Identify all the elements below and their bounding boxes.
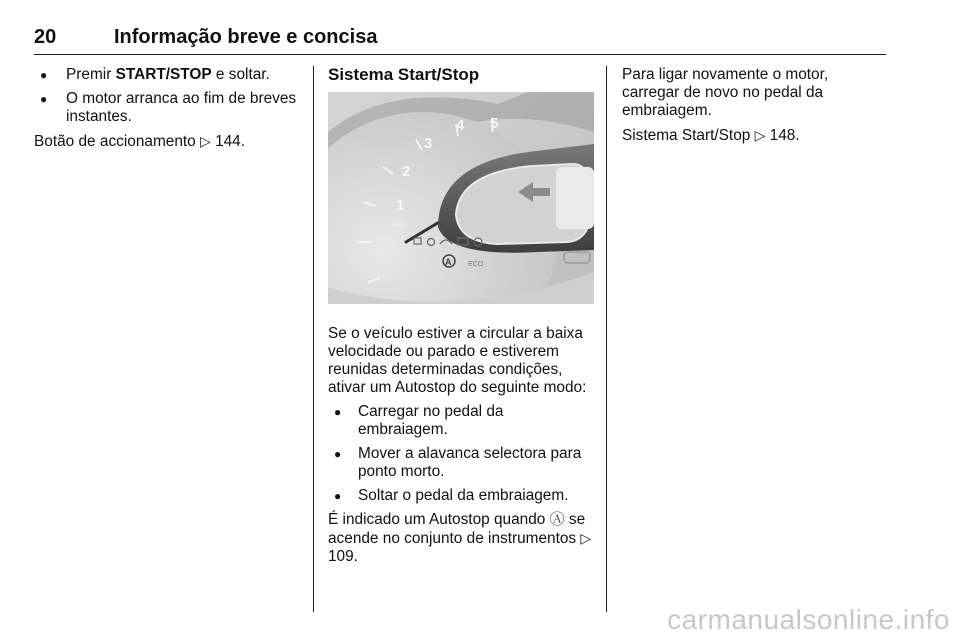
column-divider [313, 66, 314, 612]
eco-label: ECO [468, 261, 484, 268]
column-left [34, 66, 300, 157]
gauge-number: 4 [456, 117, 465, 134]
gauge-unit-label: x1000 [392, 222, 406, 228]
intro-paragraph: Se o veículo estiver a circular a baixa velocidade ou parado e estiverem reunidas determinadas condições, ativar um Autostop do seguinte modo: [328, 325, 587, 396]
gauge-number: 3 [424, 135, 433, 152]
right-display [556, 167, 594, 229]
list-item: ● Premir START/STOP e soltar. [34, 66, 300, 84]
list-item: ● Soltar o pedal da embraiagem. [328, 487, 594, 505]
list-item: ● O motor arranca ao fim de breves instantes. [34, 90, 300, 126]
list-item: ● Mover a alavanca selectora para ponto morto. [328, 445, 594, 481]
triangle-right-icon: ▷ [200, 133, 211, 149]
restart-paragraph: Para ligar novamente o motor, carregar de novo no pedal da embraiagem. [622, 66, 829, 119]
autostop-icon: Ⓐ [549, 511, 565, 528]
page-title: Informação breve e concisa [114, 26, 378, 48]
cross-reference[interactable]: ▷ 109. [328, 530, 592, 565]
triangle-right-icon: ▷ [580, 530, 592, 546]
page-number: 20 [34, 26, 57, 48]
gauge-number: 2 [402, 163, 411, 180]
svg-text:A: A [445, 257, 452, 267]
gauge-number: 1 [396, 197, 405, 214]
column-divider [606, 66, 607, 612]
triangle-right-icon: ▷ [754, 127, 766, 143]
page-header [34, 26, 886, 55]
cross-reference[interactable]: Sistema Start/Stop ▷ 148. [622, 127, 800, 144]
watermark: carmanualsonline.info [667, 604, 950, 635]
autostop-note: É indicado um Autostop quando Ⓐ se acende no conjunto de instrumentos ▷ 109. [328, 511, 592, 565]
start-stop-label: START/STOP [115, 66, 212, 83]
list-item: ● Carregar no pedal da embraiagem. [328, 403, 594, 439]
column-right [622, 66, 884, 151]
cross-reference[interactable]: Botão de accionamento ▷ 144. [34, 133, 246, 150]
section-title: Sistema Start/Stop [328, 65, 480, 84]
instrument-cluster-illustration [328, 92, 594, 304]
column-middle [328, 66, 594, 572]
gauge-number: 5 [490, 115, 499, 132]
